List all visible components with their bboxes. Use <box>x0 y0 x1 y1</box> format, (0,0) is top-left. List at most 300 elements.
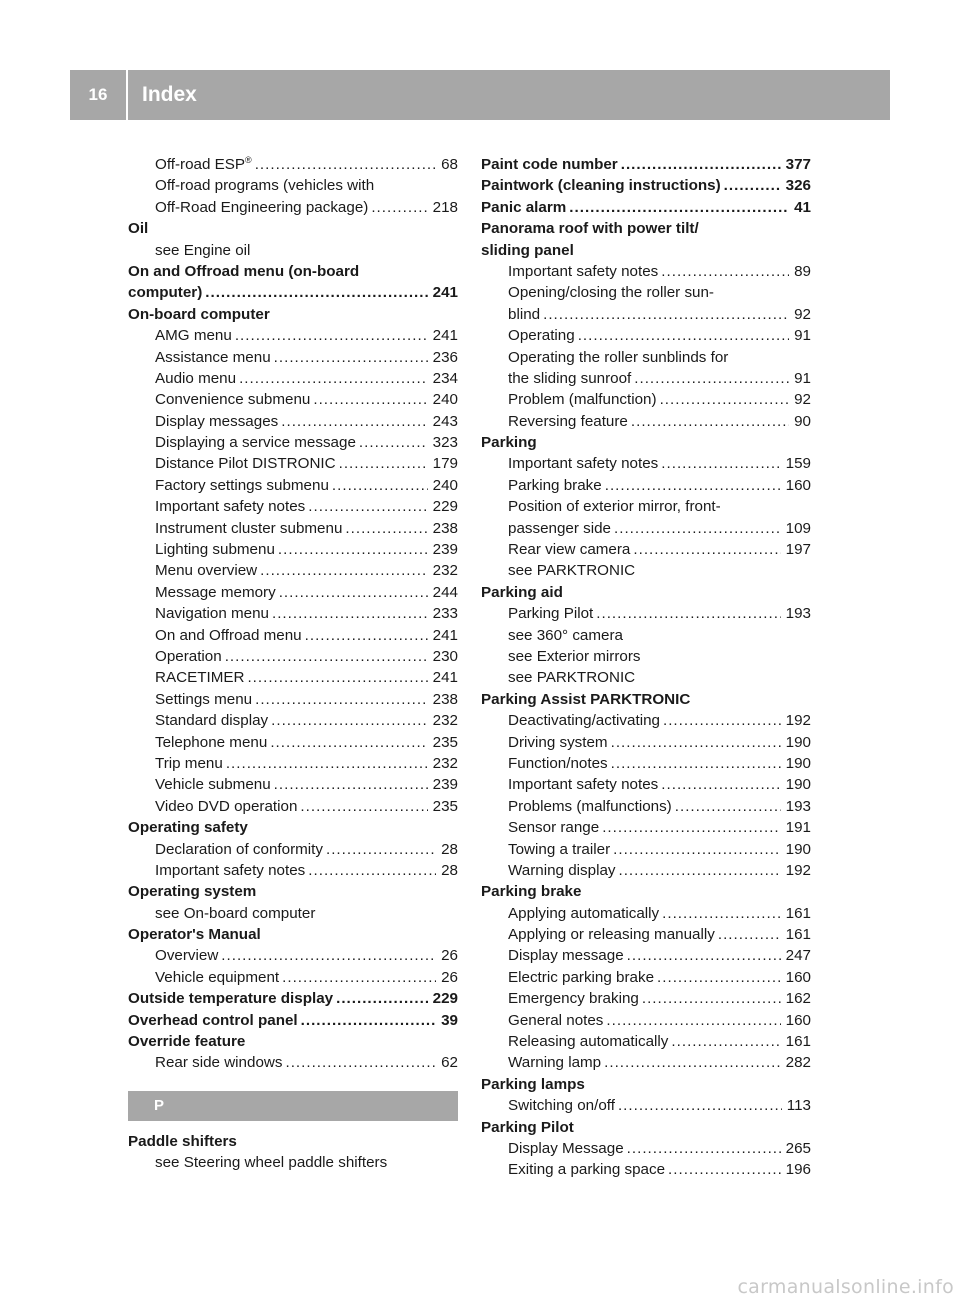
header-divider <box>126 70 128 120</box>
dot-leader <box>614 518 781 539</box>
index-subentry[interactable] <box>128 689 458 710</box>
dot-leader <box>613 839 781 860</box>
index-heading <box>128 1031 458 1052</box>
entry-text: Problem (malfunction) <box>508 391 657 409</box>
page-reference[interactable]: 90 <box>794 412 811 430</box>
index-subentry[interactable] <box>128 368 458 389</box>
page-reference[interactable]: 197 <box>785 541 811 559</box>
index-subentry[interactable] <box>481 796 811 817</box>
page-reference[interactable]: 62 <box>441 1054 458 1072</box>
entry-text: Paint code number <box>481 156 618 173</box>
page-reference[interactable]: 232 <box>432 754 458 772</box>
entry-text: Important safety notes <box>155 498 306 516</box>
page-reference[interactable]: 241 <box>432 284 458 302</box>
index-subentry[interactable] <box>128 453 458 474</box>
index-subentry[interactable] <box>128 710 458 731</box>
page-reference[interactable]: 89 <box>794 262 811 280</box>
index-subentry[interactable] <box>128 154 458 175</box>
entry-text: Outside temperature display <box>128 990 334 1008</box>
page-reference[interactable]: 377 <box>785 156 811 173</box>
index-subentry[interactable] <box>128 753 458 774</box>
index-subentry[interactable] <box>481 924 811 945</box>
entry-text: Navigation menu <box>155 605 269 623</box>
page-reference[interactable]: 230 <box>432 647 458 665</box>
page-reference[interactable]: 244 <box>432 583 458 601</box>
entry-text: Vehicle submenu <box>155 776 271 794</box>
page-reference[interactable]: 190 <box>785 733 811 751</box>
entry-text: Operator's Manual <box>128 926 261 944</box>
page-reference[interactable]: 229 <box>432 990 458 1008</box>
index-heading <box>481 582 811 603</box>
dot-leader <box>596 603 780 624</box>
index-subentry[interactable] <box>481 1159 811 1180</box>
dot-leader <box>225 646 428 667</box>
page-reference[interactable]: 265 <box>785 1139 811 1157</box>
page-title: Index <box>142 83 197 106</box>
dot-leader <box>313 389 427 410</box>
index-heading <box>128 261 458 282</box>
page-reference[interactable]: 232 <box>432 712 458 730</box>
entry-text: Deactivating/activating <box>508 712 660 730</box>
page-reference[interactable]: 193 <box>785 797 811 815</box>
dot-leader <box>239 368 428 389</box>
page-reference[interactable]: 247 <box>785 947 811 965</box>
dot-leader <box>569 197 789 218</box>
entry-text: Off-Road Engineering package) <box>155 198 369 216</box>
page-reference[interactable]: 240 <box>432 476 458 494</box>
index-subentry[interactable] <box>128 967 458 988</box>
entry-text: computer) <box>128 284 203 302</box>
page-reference[interactable]: 191 <box>785 819 811 837</box>
index-subentry[interactable] <box>481 1010 811 1031</box>
page-reference[interactable]: 243 <box>432 412 458 430</box>
entry-text: Factory settings submenu <box>155 476 329 494</box>
dot-leader <box>282 967 436 988</box>
index-subentry[interactable] <box>128 432 458 453</box>
index-heading <box>481 1117 811 1138</box>
index-heading[interactable] <box>128 988 458 1009</box>
index-subentry <box>128 240 458 261</box>
page-reference[interactable]: 91 <box>794 369 811 387</box>
page-reference[interactable]: 160 <box>785 476 811 494</box>
entry-text: see On-board computer <box>155 904 316 922</box>
watermark: carmanualsonline.info <box>737 1276 954 1298</box>
page-reference[interactable]: 241 <box>432 626 458 644</box>
entry-text: Telephone menu <box>155 733 268 751</box>
dot-leader <box>255 154 436 175</box>
entry-text: Oil <box>128 220 149 238</box>
page-reference[interactable]: 241 <box>432 327 458 345</box>
page-reference[interactable]: 218 <box>432 198 458 216</box>
index-subentry[interactable] <box>481 753 811 774</box>
entry-text: Applying automatically <box>508 904 660 922</box>
dot-leader <box>633 539 780 560</box>
entry-text: Overview <box>155 947 219 965</box>
index-column-right <box>481 154 811 1181</box>
index-subentry[interactable] <box>128 560 458 581</box>
page-reference[interactable]: 282 <box>785 1054 811 1072</box>
index-subentry[interactable] <box>128 496 458 517</box>
index-heading[interactable] <box>481 175 811 196</box>
page-reference[interactable]: 161 <box>785 1033 811 1051</box>
index-subentry <box>128 903 458 924</box>
index-heading <box>128 304 458 325</box>
page-reference[interactable]: 39 <box>441 1011 458 1029</box>
index-subentry[interactable] <box>128 582 458 603</box>
index-subentry[interactable] <box>128 475 458 496</box>
index-subentry[interactable] <box>128 860 458 881</box>
index-subentry[interactable] <box>128 325 458 346</box>
index-subentry <box>481 496 811 517</box>
page-reference[interactable]: 238 <box>432 690 458 708</box>
dot-leader <box>663 710 781 731</box>
page-reference[interactable]: 190 <box>785 840 811 858</box>
entry-text: Message memory <box>155 583 276 601</box>
index-subentry[interactable] <box>128 839 458 860</box>
index-heading <box>128 817 458 838</box>
index-subentry[interactable] <box>481 774 811 795</box>
index-subentry <box>481 282 811 303</box>
index-subentry[interactable] <box>128 1052 458 1073</box>
entry-text: Parking aid <box>481 583 563 601</box>
entry-text: Paddle shifters <box>128 1132 237 1150</box>
entry-text: Video DVD operation <box>155 797 298 815</box>
entry-text: Driving system <box>508 733 608 751</box>
index-subentry <box>481 625 811 646</box>
entry-text: Declaration of conformity <box>155 840 323 858</box>
dot-leader <box>221 945 436 966</box>
entry-text: Display Message <box>508 1139 624 1157</box>
index-heading <box>481 1074 811 1095</box>
index-subentry[interactable] <box>128 625 458 646</box>
entry-text: Display messages <box>155 412 279 430</box>
page-reference[interactable]: 190 <box>785 754 811 772</box>
index-subentry[interactable] <box>481 325 811 346</box>
entry-text: General notes <box>508 1011 604 1029</box>
page-reference[interactable]: 68 <box>441 156 458 173</box>
page-reference[interactable]: 326 <box>785 177 811 195</box>
index-subentry[interactable] <box>128 646 458 667</box>
entry-text: Emergency braking <box>508 990 639 1008</box>
entry-text: Reversing feature <box>508 412 628 430</box>
dot-leader <box>671 1031 780 1052</box>
dot-leader <box>308 860 436 881</box>
entry-text: Menu overview <box>155 562 258 580</box>
entry-text: Electric parking brake <box>508 968 655 986</box>
page-reference[interactable]: 190 <box>785 776 811 794</box>
index-subentry[interactable] <box>481 453 811 474</box>
dot-leader <box>255 689 428 710</box>
dot-leader <box>271 710 428 731</box>
entry-text: Important safety notes <box>508 455 659 473</box>
dot-leader <box>668 1159 781 1180</box>
page-reference[interactable]: 162 <box>785 990 811 1008</box>
page-number: 16 <box>88 85 108 104</box>
entry-text: Off-road programs (vehicles with <box>155 177 375 195</box>
index-subentry[interactable] <box>481 411 811 432</box>
entry-text: Warning display <box>508 861 616 879</box>
entry-text: Position of exterior mirror, front- <box>508 498 721 516</box>
index-subentry[interactable] <box>481 860 811 881</box>
page-reference[interactable]: 113 <box>786 1097 811 1115</box>
dot-leader <box>260 560 428 581</box>
page-reference[interactable]: 229 <box>432 498 458 516</box>
index-subentry[interactable] <box>481 817 811 838</box>
entry-text: Parking Assist PARKTRONIC <box>481 690 691 708</box>
page-reference[interactable]: 233 <box>432 605 458 623</box>
index-subentry[interactable] <box>128 518 458 539</box>
dot-leader <box>642 988 781 1009</box>
page-reference[interactable]: 236 <box>432 348 458 366</box>
entry-text: Parking Pilot <box>508 605 594 623</box>
entry-text: passenger side <box>508 519 612 537</box>
index-subentry[interactable] <box>128 796 458 817</box>
dot-leader <box>308 496 427 517</box>
dot-leader <box>718 924 781 945</box>
entry-text: see PARKTRONIC <box>508 669 636 687</box>
index-subentry[interactable] <box>128 945 458 966</box>
index-heading <box>128 1131 458 1152</box>
dot-leader <box>305 625 428 646</box>
entry-text: Instrument cluster submenu <box>155 519 343 537</box>
entry-text: Problems (malfunctions) <box>508 797 672 815</box>
index-heading <box>481 689 811 710</box>
page-reference[interactable]: 41 <box>794 198 811 216</box>
dot-leader <box>345 518 427 539</box>
dot-leader <box>332 475 428 496</box>
index-subentry[interactable] <box>481 1031 811 1052</box>
page-reference[interactable]: 241 <box>432 669 458 687</box>
index-subentry[interactable] <box>481 1138 811 1159</box>
page-reference[interactable]: 159 <box>785 455 811 473</box>
dot-leader <box>272 603 428 624</box>
entry-text: Displaying a service message <box>155 434 356 452</box>
dot-leader <box>611 753 781 774</box>
dot-leader <box>270 732 427 753</box>
dot-leader <box>578 325 789 346</box>
page-reference[interactable]: 160 <box>785 1011 811 1029</box>
entry-text: Trip menu <box>155 754 223 772</box>
dot-leader <box>300 796 427 817</box>
index-letter-heading: P <box>128 1091 458 1121</box>
page-reference[interactable]: 91 <box>794 327 811 345</box>
dot-leader <box>336 988 428 1009</box>
registered-mark: ® <box>245 154 252 165</box>
page-reference[interactable]: 28 <box>441 840 458 858</box>
page-reference[interactable]: 239 <box>432 541 458 559</box>
index-subentry[interactable] <box>128 732 458 753</box>
entry-text: Paintwork (cleaning instructions) <box>481 177 721 195</box>
page-reference[interactable]: 323 <box>432 434 458 452</box>
entry-text: RACETIMER <box>155 669 245 687</box>
index-heading[interactable] <box>128 282 458 303</box>
dot-leader <box>359 432 428 453</box>
entry-text: Function/notes <box>508 754 608 772</box>
entry-text: see Exterior mirrors <box>508 647 641 665</box>
page-reference[interactable]: 26 <box>441 947 458 965</box>
entry-text: Audio menu <box>155 369 237 387</box>
page-reference[interactable]: 196 <box>785 1161 811 1179</box>
index-subentry[interactable] <box>128 389 458 410</box>
entry-text: Vehicle equipment <box>155 968 280 986</box>
entry-text: Releasing automatically <box>508 1033 669 1051</box>
entry-text: Convenience submenu <box>155 391 311 409</box>
dot-leader <box>631 411 789 432</box>
dot-leader <box>661 453 780 474</box>
entry-text: Panorama roof with power tilt/ <box>481 220 699 238</box>
dot-leader <box>605 475 781 496</box>
index-heading <box>128 881 458 902</box>
entry-text: AMG menu <box>155 327 232 345</box>
index-subentry <box>481 560 811 581</box>
entry-text: Operating system <box>128 883 257 901</box>
dot-leader <box>675 796 781 817</box>
page-reference[interactable]: 26 <box>441 968 458 986</box>
dot-leader <box>326 839 436 860</box>
dot-leader <box>339 453 428 474</box>
entry-text: Parking brake <box>481 883 582 901</box>
index-heading <box>481 218 811 239</box>
dot-leader <box>661 774 780 795</box>
dot-leader <box>235 325 428 346</box>
page-reference[interactable]: 192 <box>785 861 811 879</box>
dot-leader <box>611 732 781 753</box>
entry-text: Distance Pilot DISTRONIC <box>155 455 336 473</box>
index-subentry[interactable] <box>128 347 458 368</box>
index-subentry[interactable] <box>481 732 811 753</box>
page-reference[interactable]: 109 <box>785 519 811 537</box>
dot-leader <box>627 1138 781 1159</box>
page-reference[interactable]: 239 <box>432 776 458 794</box>
entry-text: see Engine oil <box>155 241 251 259</box>
page-reference[interactable]: 179 <box>432 455 458 473</box>
entry-text: Parking brake <box>508 476 602 494</box>
index-column-left <box>128 154 458 1174</box>
entry-text: Exiting a parking space <box>508 1161 666 1179</box>
page-reference[interactable]: 92 <box>794 305 811 323</box>
index-subentry[interactable] <box>481 475 811 496</box>
dot-leader <box>724 175 781 196</box>
entry-text: the sliding sunroof <box>508 369 632 387</box>
index-subentry[interactable] <box>481 839 811 860</box>
index-subentry[interactable] <box>481 261 811 282</box>
index-heading <box>128 218 458 239</box>
index-subentry[interactable] <box>481 539 811 560</box>
index-subentry[interactable] <box>128 774 458 795</box>
entry-text: see Steering wheel paddle shifters <box>155 1154 388 1172</box>
dot-leader <box>618 1095 782 1116</box>
dot-leader <box>621 154 781 175</box>
page-reference[interactable]: 192 <box>785 712 811 730</box>
index-subentry <box>481 667 811 688</box>
index-subentry[interactable] <box>128 539 458 560</box>
index-subentry[interactable] <box>128 603 458 624</box>
page-reference[interactable]: 160 <box>785 968 811 986</box>
entry-text: Rear side windows <box>155 1054 283 1072</box>
page-reference[interactable]: 161 <box>785 904 811 922</box>
dot-leader <box>205 282 427 303</box>
dot-leader <box>661 261 789 282</box>
page-reference[interactable]: 238 <box>432 519 458 537</box>
entry-text: Off-road ESP® <box>155 154 252 173</box>
page-reference[interactable]: 234 <box>432 369 458 387</box>
entry-text: Panic alarm <box>481 198 567 216</box>
index-subentry <box>128 1152 458 1173</box>
entry-text: Parking lamps <box>481 1075 585 1093</box>
dot-leader <box>606 1010 780 1031</box>
dot-leader <box>279 582 428 603</box>
entry-text: Parking <box>481 434 537 452</box>
index-subentry[interactable] <box>128 667 458 688</box>
page-reference[interactable]: 193 <box>785 605 811 623</box>
dot-leader <box>634 368 789 389</box>
entry-text: Lighting submenu <box>155 541 275 559</box>
entry-text: Operating the roller sunblinds for <box>508 348 729 366</box>
entry-text: Warning lamp <box>508 1054 602 1072</box>
index-subentry[interactable] <box>481 518 811 539</box>
entry-text: Sensor range <box>508 819 600 837</box>
dot-leader <box>226 753 428 774</box>
entry-text: Important safety notes <box>508 776 659 794</box>
index-heading <box>481 432 811 453</box>
index-subentry[interactable] <box>481 945 811 966</box>
index-subentry[interactable] <box>481 903 811 924</box>
index-subentry[interactable] <box>481 988 811 1009</box>
index-subentry <box>481 347 811 368</box>
index-subentry[interactable] <box>481 1052 811 1073</box>
index-subentry[interactable] <box>128 411 458 432</box>
dot-leader <box>627 945 781 966</box>
index-subentry[interactable] <box>481 603 811 624</box>
index-subentry[interactable] <box>481 389 811 410</box>
entry-text: Important safety notes <box>155 861 306 879</box>
page-reference[interactable]: 232 <box>432 562 458 580</box>
dot-leader <box>285 1052 436 1073</box>
index-subentry <box>128 175 458 196</box>
page-reference[interactable]: 161 <box>785 926 811 944</box>
index-subentry[interactable] <box>128 197 458 218</box>
dot-leader <box>371 197 427 218</box>
dot-leader <box>274 347 428 368</box>
entry-text: Overhead control panel <box>128 1011 298 1029</box>
index-heading[interactable] <box>481 154 811 175</box>
index-subentry[interactable] <box>481 1095 811 1116</box>
index-subentry[interactable] <box>481 304 811 325</box>
entry-text: Applying or releasing manually <box>508 926 715 944</box>
index-subentry[interactable] <box>481 710 811 731</box>
dot-leader <box>657 967 781 988</box>
entry-text: Standard display <box>155 712 269 730</box>
page-reference[interactable]: 28 <box>441 861 458 879</box>
page-reference[interactable]: 92 <box>794 391 811 409</box>
entry-text: see PARKTRONIC <box>508 562 636 580</box>
index-subentry[interactable] <box>481 967 811 988</box>
entry-text: Display message <box>508 947 624 965</box>
entry-text: Override feature <box>128 1033 246 1051</box>
index-heading[interactable] <box>128 1010 458 1031</box>
dot-leader <box>274 774 428 795</box>
index-heading[interactable] <box>481 197 811 218</box>
index-heading <box>481 881 811 902</box>
index-subentry[interactable] <box>481 368 811 389</box>
page-reference[interactable]: 240 <box>432 391 458 409</box>
page-reference[interactable]: 235 <box>432 797 458 815</box>
dot-leader <box>618 860 780 881</box>
page-reference[interactable]: 235 <box>432 733 458 751</box>
index-heading <box>128 924 458 945</box>
page-header <box>70 70 890 120</box>
dot-leader <box>247 667 427 688</box>
